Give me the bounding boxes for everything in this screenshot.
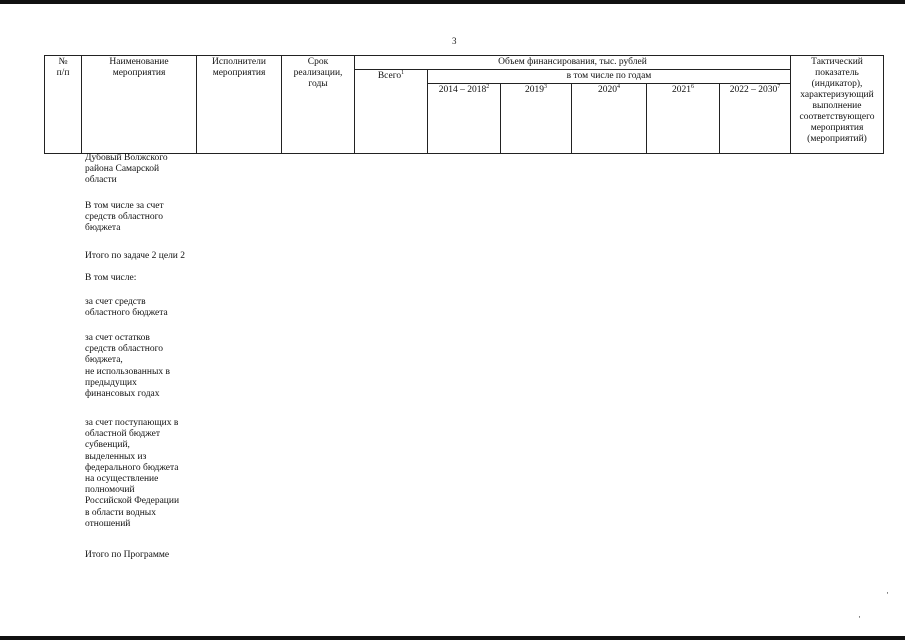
col-total: Всего$^1$ bbox=[355, 70, 428, 154]
row-label: за счет остатков средств областного бюджета, не использованных в предыдущих финансовых годах bbox=[85, 333, 170, 400]
col-num: № п/п bbox=[45, 56, 82, 154]
col-y5: 2022 – 2030$^7$ bbox=[720, 84, 791, 154]
col-y1: 2014 – 2018$^2$ bbox=[428, 84, 501, 154]
row-label: Дубовый Волжского района Самарской области bbox=[85, 153, 168, 186]
row-label: за счет средств областного бюджета bbox=[85, 297, 168, 319]
col-y2: 2019$^3$ bbox=[501, 84, 572, 154]
col-name: Наименование мероприятия bbox=[82, 56, 197, 154]
scan-mark: · bbox=[858, 612, 861, 622]
col-period: Срок реализации, годы bbox=[282, 56, 355, 154]
col-by-years: в том числе по годам bbox=[428, 70, 791, 84]
scan-mark: · bbox=[886, 588, 889, 598]
row-label: В том числе: bbox=[85, 273, 137, 283]
row-label: Итого по Программе bbox=[85, 550, 170, 560]
col-indicator: Тактический показатель (индикатор), характеризующий выполнение соответствующего мероприятия (мероприятий) bbox=[791, 56, 884, 154]
page-number: 3 bbox=[452, 36, 457, 46]
row-label: Итого по задаче 2 цели 2 bbox=[85, 251, 186, 261]
row-label: В том числе за счет средств областного бюджета bbox=[85, 201, 164, 234]
bottom-border bbox=[0, 636, 905, 640]
col-y3: 2020$^4$ bbox=[572, 84, 647, 154]
col-financing: Объем финансирования, тыс. рублей bbox=[355, 56, 791, 70]
table-header bbox=[44, 55, 884, 154]
col-y4: 2021$^6$ bbox=[647, 84, 720, 154]
top-border bbox=[0, 0, 905, 4]
col-executors: Исполнители мероприятия bbox=[197, 56, 282, 154]
row-label: за счет поступающих в областной бюджет субвенций, выделенных из федерального бюджета на осуществление полномочий Российской Федерации в области водных отношений bbox=[85, 418, 180, 529]
